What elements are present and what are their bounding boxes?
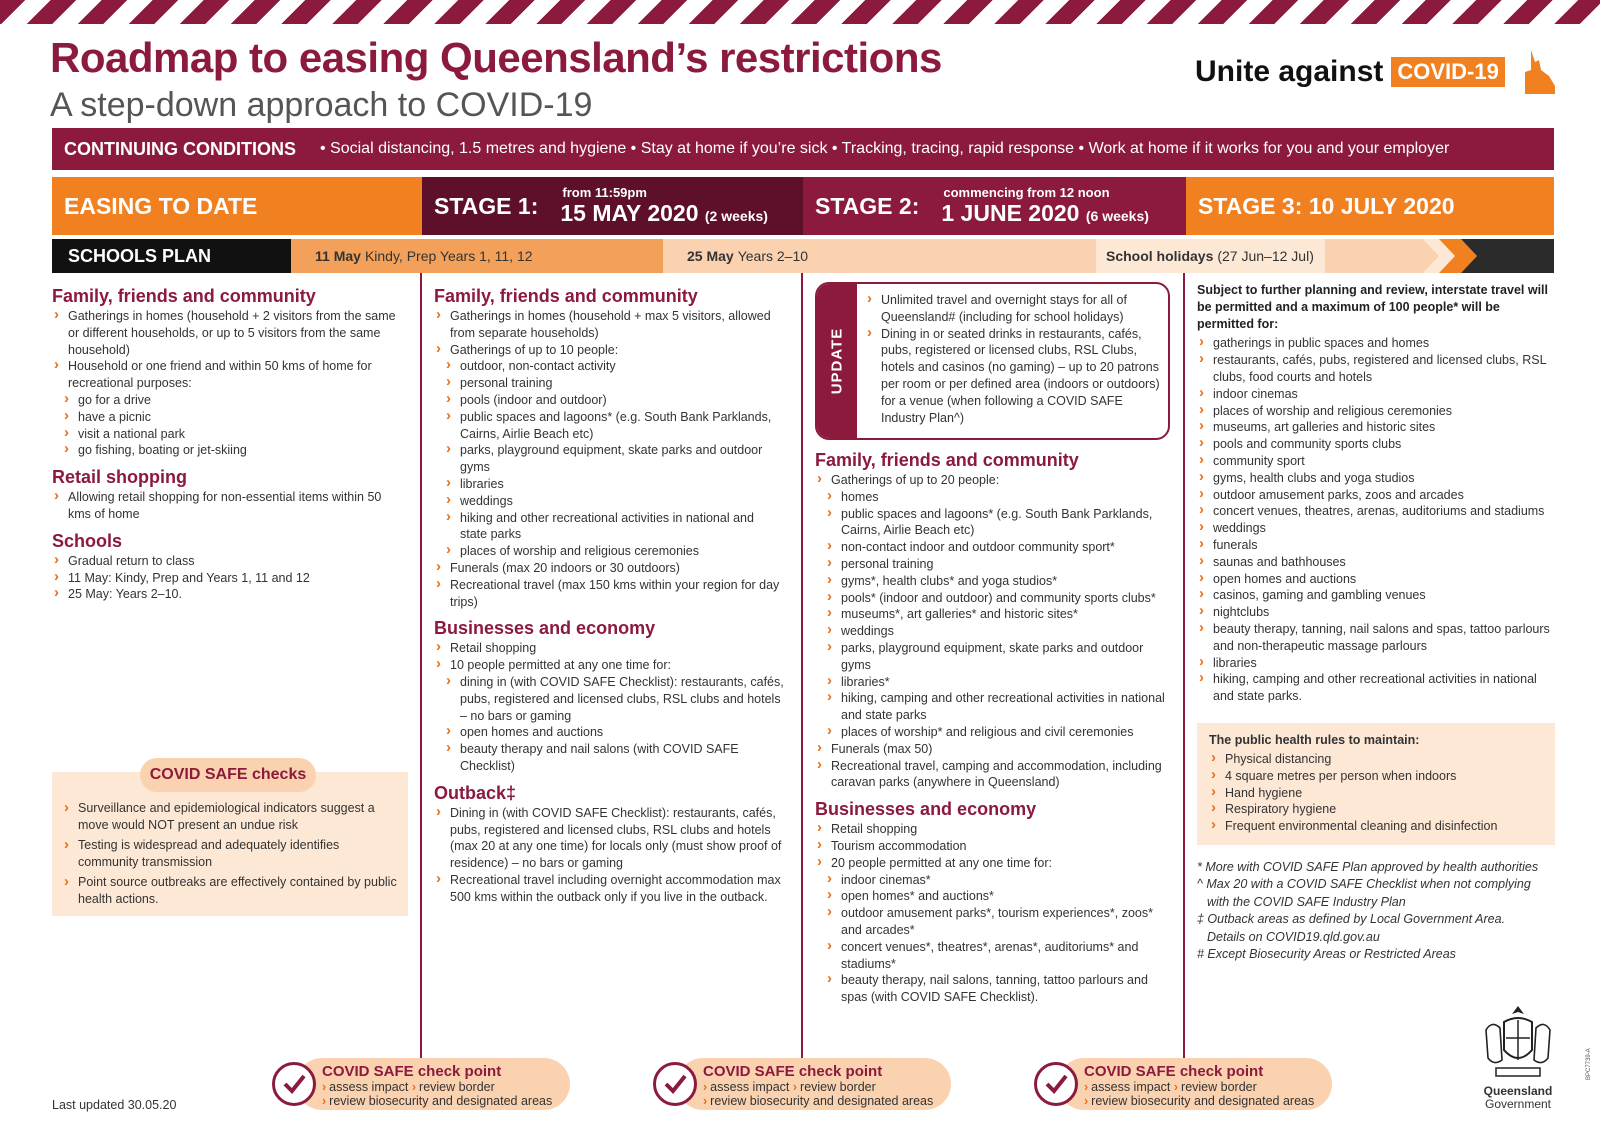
checkmark-icon bbox=[1034, 1062, 1078, 1106]
list-item: › Gatherings in homes (household + 2 visitors from the same or different households, or up to 5 visitors from the same household) bbox=[52, 308, 402, 358]
list-item: › gyms, health clubs and yoga studios bbox=[1197, 470, 1555, 487]
list-item: › public spaces and lagoons* (e.g. South Bank Parklands, Cairns, Airlie Beach etc) bbox=[434, 409, 784, 443]
list-item: › 25 May: Years 2–10. bbox=[52, 586, 402, 603]
list-item: › weddings bbox=[1197, 520, 1555, 537]
stage-2-label: STAGE 2: bbox=[815, 192, 920, 219]
list-item: › concert venues*, theatres*, arenas*, auditoriums* and stadiums* bbox=[815, 939, 1170, 973]
list-item: › weddings bbox=[434, 493, 784, 510]
footnote: Details on COVID19.qld.gov.au bbox=[1207, 929, 1380, 944]
section-heading: Family, friends and community bbox=[815, 450, 1079, 470]
list-item: › parks, playground equipment, skate parks and outdoor gyms bbox=[815, 640, 1170, 674]
list-item: › Gatherings in homes (household + max 5 visitors, allowed from separate households) bbox=[434, 308, 784, 342]
list-item: › Retail shopping bbox=[815, 821, 1170, 838]
checkmark-icon bbox=[272, 1062, 316, 1106]
list-item: › Recreational travel including overnight accommodation max 500 kms within the outback only if you live in the outback. bbox=[434, 872, 784, 906]
list-item: › Household or one friend and within 50 kms of home for recreational purposes: bbox=[52, 358, 402, 392]
list-item: › indoor cinemas* bbox=[815, 872, 1170, 889]
footnote: ‡ Outback areas as defined by Local Government Area. bbox=[1197, 912, 1506, 927]
col2-outback-list bbox=[434, 805, 784, 906]
list-item: › hiking, camping and other recreational activities in national and state parks. bbox=[1197, 671, 1555, 705]
list-item: › libraries* bbox=[815, 674, 1170, 691]
stage-3-header bbox=[1186, 177, 1554, 235]
chevron-right-icon: › bbox=[1084, 1094, 1089, 1108]
stage-3-intro: Subject to further planning and review, interstate travel will be permitted and a maximum of 100 people* will be permitted for: bbox=[1197, 283, 1548, 331]
update-list bbox=[865, 292, 1160, 426]
list-item: › Tourism accommodation bbox=[815, 838, 1170, 855]
schools-plan-25-may bbox=[663, 239, 1096, 273]
schools-plan-11-may bbox=[291, 239, 663, 273]
check-point-title: COVID SAFE check point bbox=[322, 1063, 502, 1080]
stage-3-label: STAGE 3: 10 JULY 2020 bbox=[1198, 192, 1455, 219]
list-item: › 20 people permitted at any one time for: bbox=[815, 855, 1170, 872]
continuing-conditions-items: • Social distancing, 1.5 metres and hygiene • Stay at home if you’re sick • Tracking, tracing, rapid response • Work at home if it works for you and your employer bbox=[320, 140, 1450, 157]
check-point-biosecurity: review biosecurity and designated areas bbox=[329, 1094, 553, 1108]
chevron-right-icon: › bbox=[703, 1094, 708, 1108]
list-item: › community sport bbox=[1197, 453, 1555, 470]
list-item: › outdoor amusement parks, zoos and arcades bbox=[1197, 487, 1555, 504]
list-item: › open homes and auctions bbox=[1197, 571, 1555, 588]
section-heading: Family, friends and community bbox=[434, 286, 698, 306]
list-item: › museums, art galleries and historic sites bbox=[1197, 419, 1555, 436]
list-item: › gyms*, health clubs* and yoga studios* bbox=[815, 573, 1170, 590]
list-item: › concert venues, theatres, arenas, auditoriums and stadiums bbox=[1197, 503, 1555, 520]
list-item: › Gatherings of up to 20 people: bbox=[815, 472, 1170, 489]
list-item: › libraries bbox=[1197, 655, 1555, 672]
checkmark-icon bbox=[653, 1062, 697, 1106]
list-item: › Physical distancing bbox=[1209, 751, 1545, 768]
section-heading: Schools bbox=[52, 530, 123, 551]
list-item: › Surveillance and epidemiological indicators suggest a move would NOT present an undue risk bbox=[62, 800, 398, 834]
list-item: › museums*, art galleries* and historic sites* bbox=[815, 606, 1170, 623]
update-tab bbox=[817, 284, 857, 438]
stage-1-column bbox=[434, 282, 784, 906]
chevron-right-icon: › bbox=[322, 1080, 327, 1094]
schools-plan-row bbox=[52, 239, 1554, 273]
list-item: › pools (indoor and outdoor) bbox=[434, 392, 784, 409]
list-item: › public spaces and lagoons* (e.g. South Bank Parklands, Cairns, Airlie Beach etc) bbox=[815, 506, 1170, 540]
covid-safe-check-point bbox=[272, 1056, 574, 1112]
covid-safe-checks-title: COVID SAFE checks bbox=[140, 758, 316, 792]
list-item: › have a picnic bbox=[52, 409, 402, 426]
footnote: # Except Biosecurity Areas or Restricted Areas bbox=[1197, 947, 1456, 962]
footnotes bbox=[1197, 859, 1555, 964]
list-item: › restaurants, cafés, pubs, registered and licensed clubs, RSL clubs, food courts and hotels bbox=[1197, 352, 1555, 386]
footnote: ^ Max 20 with a COVID SAFE Checklist when not complying bbox=[1197, 877, 1531, 892]
unite-against-covid-logo bbox=[1195, 48, 1557, 96]
list-item: › Testing is widespread and adequately identifies community transmission bbox=[62, 837, 398, 871]
chevron-right-icon: › bbox=[703, 1080, 708, 1094]
list-item: › visit a national park bbox=[52, 426, 402, 443]
list-item: › places of worship* and religious and civil ceremonies bbox=[815, 724, 1170, 741]
list-item: › Gradual return to class bbox=[52, 553, 402, 570]
list-item: › pools* (indoor and outdoor) and community sports clubs* bbox=[815, 590, 1170, 607]
list-item: › Dining in (with COVID SAFE Checklist): restaurants, cafés, pubs, registered and licensed clubs, RSL clubs and hotels (max 20 at any one time) for locals only (must show proof of residence) – no bars or gaming bbox=[434, 805, 784, 872]
check-point-assess: assess impact bbox=[1091, 1080, 1171, 1094]
list-item: › beauty therapy, nail salons, tanning, tattoo parlours and spas (with COVID SAFE Checklist). bbox=[815, 972, 1170, 1006]
easing-label: EASING TO DATE bbox=[64, 192, 258, 219]
chevron-right-icon: › bbox=[322, 1094, 327, 1108]
col1-retail-list bbox=[52, 489, 402, 523]
stage-1-time: from 11:59pm bbox=[562, 185, 647, 200]
queensland-map-icon bbox=[1521, 48, 1557, 96]
check-point-title: COVID SAFE check point bbox=[703, 1063, 883, 1080]
schools-seg3-label: School holidays bbox=[1106, 248, 1214, 264]
section-heading: Retail shopping bbox=[52, 467, 187, 488]
list-item: › Recreational travel (max 150 kms within your region for day trips) bbox=[434, 577, 784, 611]
queensland-government-wordmark bbox=[1476, 1085, 1560, 1111]
list-item: › open homes and auctions bbox=[434, 724, 784, 741]
easing-to-date-header bbox=[52, 177, 422, 235]
public-health-rules-box bbox=[1197, 723, 1555, 845]
schools-seg1-text: Kindy, Prep Years 1, 11, 12 bbox=[364, 248, 533, 264]
check-point-assess: assess impact bbox=[710, 1080, 790, 1094]
stage-2-time: commencing from 12 noon bbox=[943, 185, 1110, 200]
section-heading: Businesses and economy bbox=[434, 618, 656, 639]
list-item: › indoor cinemas bbox=[1197, 386, 1555, 403]
column-divider bbox=[801, 273, 803, 1063]
schools-seg3-dates: (27 Jun–12 Jul) bbox=[1217, 248, 1314, 264]
col3-business-list bbox=[815, 821, 1170, 1006]
stage-3-column bbox=[1197, 282, 1555, 964]
list-item: › Unlimited travel and overnight stays for all of Queensland# (including for school holidays) bbox=[865, 292, 1160, 326]
list-item: › weddings bbox=[815, 623, 1170, 640]
page-title: Roadmap to easing Queensland’s restrictions bbox=[50, 34, 942, 81]
list-item: › Allowing retail shopping for non-essential items within 50 kms of home bbox=[52, 489, 402, 523]
col4-items-list bbox=[1197, 335, 1555, 705]
queensland-coat-of-arms-logo bbox=[1478, 1000, 1558, 1084]
list-item: › Funerals (max 50) bbox=[815, 741, 1170, 758]
list-item: › hiking, camping and other recreational activities in national and state parks bbox=[815, 690, 1170, 724]
stage-1-duration: (2 weeks) bbox=[704, 208, 768, 224]
list-item: › dining in (with COVID SAFE Checklist): restaurants, cafés, pubs, registered and licensed clubs, RSL clubs and hotels – no bars or gaming bbox=[434, 674, 784, 724]
schools-plan-arrows bbox=[1325, 239, 1554, 273]
list-item: › Gatherings of up to 10 people: bbox=[434, 342, 784, 359]
top-stripe-band bbox=[0, 0, 1600, 24]
footnote: * More with COVID SAFE Plan approved by health authorities bbox=[1197, 859, 1539, 874]
list-item: › Hand hygiene bbox=[1209, 785, 1545, 802]
schools-plan-label: SCHOOLS PLAN bbox=[52, 239, 291, 273]
chevron-right-icon: › bbox=[1173, 1080, 1179, 1094]
list-item: › personal training bbox=[815, 556, 1170, 573]
chevron-right-icon: › bbox=[411, 1080, 417, 1094]
schools-seg1-date: 11 May bbox=[315, 248, 361, 264]
stage-2-header bbox=[803, 177, 1186, 235]
stage-2-date: 1 JUNE 2020 bbox=[941, 200, 1080, 226]
stage-header-row bbox=[52, 177, 1554, 235]
covid-safe-checks-list bbox=[62, 800, 398, 911]
list-item: › Retail shopping bbox=[434, 640, 784, 657]
schools-seg2-text: Years 2–10 bbox=[737, 248, 809, 264]
check-point-border: review border bbox=[1181, 1080, 1257, 1094]
gov-name-line-2: Government bbox=[1484, 1097, 1552, 1111]
list-item: › outdoor, non-contact activity bbox=[434, 358, 784, 375]
list-item: › saunas and bathhouses bbox=[1197, 554, 1555, 571]
col2-family-list bbox=[434, 308, 784, 610]
easing-to-date-column bbox=[52, 282, 402, 603]
list-item: › nightclubs bbox=[1197, 604, 1555, 621]
list-item: › homes bbox=[815, 489, 1170, 506]
stage-1-date: 15 MAY 2020 bbox=[560, 200, 699, 226]
list-item: › libraries bbox=[434, 476, 784, 493]
list-item: › open homes* and auctions* bbox=[815, 888, 1170, 905]
list-item: › places of worship and religious ceremonies bbox=[1197, 403, 1555, 420]
document-code: BPC7739-A bbox=[1586, 1048, 1592, 1080]
col2-business-list bbox=[434, 640, 784, 774]
list-item: › Respiratory hygiene bbox=[1209, 801, 1545, 818]
col1-family-list bbox=[52, 308, 402, 459]
stage-1-header bbox=[422, 177, 803, 235]
col3-family-list bbox=[815, 472, 1170, 791]
covid-badge: COVID-19 bbox=[1391, 57, 1504, 87]
list-item: › non-contact indoor and outdoor community sport* bbox=[815, 539, 1170, 556]
stage-1-label: STAGE 1: bbox=[434, 192, 539, 219]
section-heading: Businesses and economy bbox=[815, 799, 1037, 820]
check-point-border: review border bbox=[800, 1080, 876, 1094]
list-item: › Frequent environmental cleaning and disinfection bbox=[1209, 818, 1545, 835]
public-health-rules-title: The public health rules to maintain: bbox=[1209, 732, 1420, 747]
stage-2-column bbox=[815, 282, 1170, 1006]
last-updated: Last updated 30.05.20 bbox=[52, 1098, 177, 1112]
covid-safe-check-point bbox=[1034, 1056, 1336, 1112]
list-item: › pools and community sports clubs bbox=[1197, 436, 1555, 453]
covid-safe-checks-box bbox=[52, 772, 408, 916]
list-item: › 11 May: Kindy, Prep and Years 1, 11 and 12 bbox=[52, 570, 402, 587]
gov-name-line-1: Queensland bbox=[1483, 1084, 1553, 1098]
check-point-assess: assess impact bbox=[329, 1080, 409, 1094]
list-item: › hiking and other recreational activities in national and state parks bbox=[434, 510, 784, 544]
chevron-right-icon: › bbox=[792, 1080, 798, 1094]
schools-plan-holidays bbox=[1096, 239, 1325, 273]
update-box bbox=[815, 282, 1170, 440]
section-heading: Outback‡ bbox=[434, 782, 517, 803]
list-item: › Dining in or seated drinks in restaurants, cafés, pubs, registered or licensed clubs, RSL Clubs, hotels and casinos (no gaming) – up to 20 patrons per room or per defined area (indoors or outdoors) for a venue (when following a COVID SAFE Industry Plan^) bbox=[865, 326, 1160, 427]
list-item: › parks, playground equipment, skate parks and outdoor gyms bbox=[434, 442, 784, 476]
chevron-right-icon: › bbox=[1084, 1080, 1089, 1094]
list-item: › 10 people permitted at any one time for: bbox=[434, 657, 784, 674]
check-point-title: COVID SAFE check point bbox=[1084, 1063, 1264, 1080]
list-item: › Recreational travel, camping and accommodation, including caravan parks (anywhere in Queensland) bbox=[815, 758, 1170, 792]
check-point-border: review border bbox=[419, 1080, 495, 1094]
footnote: with the COVID SAFE Industry Plan bbox=[1207, 894, 1406, 909]
page-subtitle: A step-down approach to COVID-19 bbox=[50, 86, 593, 124]
column-divider bbox=[1183, 273, 1185, 1063]
check-point-biosecurity: review biosecurity and designated areas bbox=[1091, 1094, 1315, 1108]
unite-text: Unite against bbox=[1195, 55, 1384, 88]
list-item: › personal training bbox=[434, 375, 784, 392]
list-item: › go for a drive bbox=[52, 392, 402, 409]
list-item: › 4 square metres per person when indoors bbox=[1209, 768, 1545, 785]
schools-seg2-date: 25 May bbox=[687, 248, 734, 264]
list-item: › gatherings in public spaces and homes bbox=[1197, 335, 1555, 352]
stage-2-duration: (6 weeks) bbox=[1085, 208, 1149, 224]
list-item: › beauty therapy and nail salons (with COVID SAFE Checklist) bbox=[434, 741, 784, 775]
column-divider bbox=[420, 273, 422, 1063]
continuing-conditions-bar bbox=[52, 128, 1554, 170]
list-item: › casinos, gaming and gambling venues bbox=[1197, 587, 1555, 604]
list-item: › beauty therapy, tanning, nail salons and spas, tattoo parlours and non-therapeutic massage parlours bbox=[1197, 621, 1555, 655]
public-health-rules-list bbox=[1209, 751, 1545, 835]
update-label: UPDATE bbox=[828, 327, 846, 395]
list-item: › Point source outbreaks are effectively contained by public health actions. bbox=[62, 874, 398, 908]
list-item: › Funerals (max 20 indoors or 30 outdoors) bbox=[434, 560, 784, 577]
col1-schools-list bbox=[52, 553, 402, 603]
section-heading: Family, friends and community bbox=[52, 286, 316, 306]
continuing-conditions-label: CONTINUING CONDITIONS bbox=[64, 138, 296, 159]
list-item: › go fishing, boating or jet-skiing bbox=[52, 442, 402, 459]
list-item: › places of worship and religious ceremonies bbox=[434, 543, 784, 560]
list-item: › outdoor amusement parks*, tourism experiences*, zoos* and arcades* bbox=[815, 905, 1170, 939]
list-item: › funerals bbox=[1197, 537, 1555, 554]
covid-safe-check-point bbox=[653, 1056, 955, 1112]
check-point-biosecurity: review biosecurity and designated areas bbox=[710, 1094, 934, 1108]
